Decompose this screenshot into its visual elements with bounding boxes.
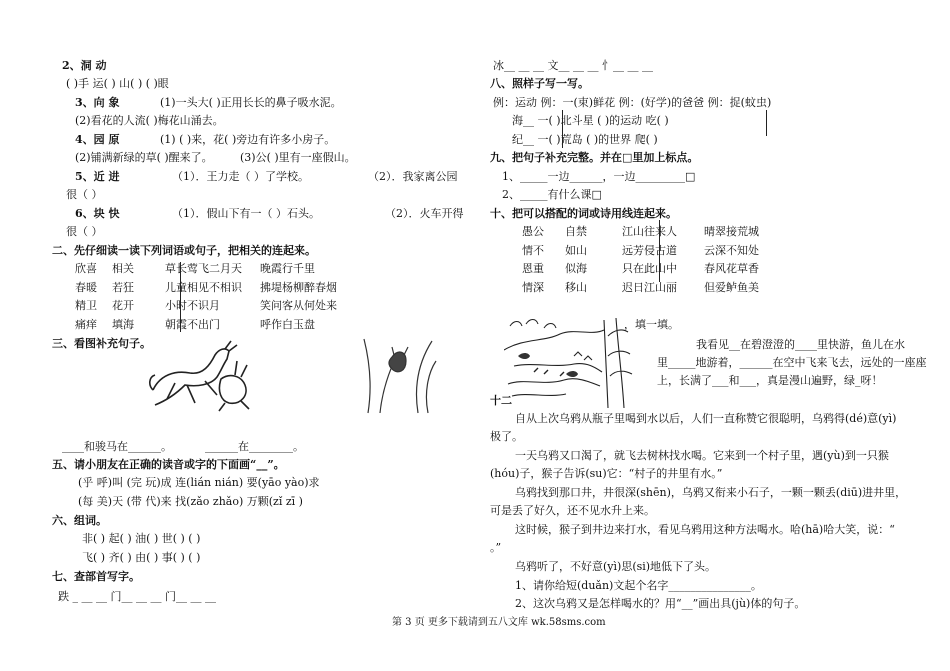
word-cell: 情深 — [522, 281, 544, 294]
word-cell: 痛痒 — [75, 318, 97, 331]
item5-line1b: （2）．我家离公园 — [368, 170, 458, 183]
divider-line — [562, 110, 563, 148]
sec11-title-tail: ，填一填。 — [624, 318, 679, 331]
word-cell: 自禁 — [565, 225, 587, 238]
sec8-example: 例：运动 例：一(束)鲜花 例：(好学)的爸爸 例：捉(蚊虫) — [493, 96, 772, 109]
poem-cell: 晚霞行千里 — [260, 262, 315, 275]
story-paragraph-3b: 可是丢了好久，还不见水升上来。 — [490, 504, 655, 517]
item4-title: 4、园 原 — [75, 133, 120, 146]
story-paragraph-2b: (hóu)子，猴子告诉(su)它：“村子的井里有水。” — [490, 467, 723, 480]
landscape-illustration — [504, 316, 634, 408]
word-cell: 移山 — [565, 281, 587, 294]
word-cell: 情不 — [522, 244, 544, 257]
divider-line — [180, 262, 181, 332]
sec6-line1: 非( ) 起( ) 油( ) 世( ) ( ) — [82, 532, 201, 545]
item2-title: 2、洞 动 — [62, 59, 107, 72]
sec11-line1: 我看见__在碧澄澄的____里快游，鱼儿在水 — [696, 338, 905, 351]
section-9-title: 九、把句子补充完整。并在□里加上标点。 — [490, 151, 699, 164]
item5-line2: 很（ ） — [66, 188, 103, 201]
radical-line: 冰__ __ __ 文__ __ __ 忄__ __ __ — [493, 59, 653, 72]
item5-title: 5、近 进 — [75, 170, 120, 183]
poem-cell: 云深不知处 — [704, 244, 759, 257]
item4-line1: (1) ( )来，花( )旁边有许多小房子。 — [160, 133, 336, 146]
poem-cell: 但爱鲈鱼美 — [704, 281, 759, 294]
poem-cell: 呼作白玉盘 — [260, 318, 315, 331]
poem-cell: 笑问客从何处来 — [260, 299, 337, 312]
section-5-title: 五、请小朋友在正确的读音或字的下面画“__”。 — [52, 458, 285, 471]
sec5-line2: (每 美)天 (带 代)来 找(zǎo zhǎo) 万颗(zǐ zī ) — [78, 495, 303, 508]
story-paragraph-4b: 。” — [490, 541, 502, 554]
section-7-title: 七、查部首写字。 — [52, 570, 140, 583]
item6-line1: （1）．假山下有一（ ）石头。 — [172, 207, 320, 220]
story-paragraph-5: 乌鸦听了，不好意(yì)思(si)地低下了头。 — [515, 560, 717, 573]
word-cell: 花开 — [112, 299, 134, 312]
word-cell: 似海 — [565, 262, 587, 275]
poem-cell: 只在此山中 — [622, 262, 677, 275]
divider-line — [659, 220, 660, 282]
sec9-line2: 2、_____有什么课□ — [502, 188, 602, 201]
section-8-title: 八、照样子写一写。 — [490, 77, 589, 90]
item3-line1: (1)一头大( )正用长长的鼻子吸水泥。 — [160, 96, 342, 109]
sec5-line1: (乎 呼)叫 (完 玩)成 连(lián nián) 要(yāo yào)求 — [78, 476, 320, 489]
poem-cell: 远芳侵古道 — [622, 244, 677, 257]
sec11-line2: 里_____地游着，______在空中飞来飞去，远处的一座座 — [657, 356, 927, 369]
word-cell: 精卫 — [75, 299, 97, 312]
horse-rabbit-illustration — [145, 335, 265, 415]
word-cell: 恩重 — [522, 262, 544, 275]
sec8-line1: 海__ 一( )北斗星 ( )的运动 吃( ) — [512, 114, 669, 127]
story-paragraph-1a: 自从上次乌鸦从瓶子里喝到水以后，人们一直称赞它很聪明，乌鸦得(dé)意(yì) — [515, 412, 897, 425]
question-1: 1、请你给短(duǎn)文起个名字_______________。 — [515, 579, 762, 592]
story-paragraph-1b: 极了。 — [490, 430, 523, 443]
sec3-blank-b: ______在________。 — [205, 440, 304, 453]
sec7-line1: 跌 _ __ __ 门__ __ __ 门__ __ __ — [58, 590, 216, 603]
section-10-title: 十、把可以搭配的词或诗用线连起来。 — [490, 207, 677, 220]
section-12-title: 十二 — [490, 394, 512, 407]
poem-cell: 草长莺飞二月天 — [165, 262, 242, 275]
word-cell: 相关 — [112, 262, 134, 275]
word-cell: 如山 — [565, 244, 587, 257]
section-3-title: 三、看图补充句子。 — [52, 337, 151, 350]
item3-title: 3、向 象 — [75, 96, 120, 109]
poem-cell: 春风花草香 — [704, 262, 759, 275]
word-cell: 欣喜 — [75, 262, 97, 275]
section-6-title: 六、组词。 — [52, 514, 107, 527]
poem-cell: 迟日江山丽 — [622, 281, 677, 294]
poem-cell: 朝霞不出门 — [165, 318, 220, 331]
sec11-line3: 上，长满了___和___，真是漫山遍野，绿_呀！ — [657, 374, 883, 387]
sec8-line2: 纪__ 一( )荒岛 ( )的世界 爬( ) — [512, 133, 658, 146]
insect-grass-illustration — [358, 333, 438, 415]
item5-line1: （1）．王力走（ ）了学校。 — [172, 170, 309, 183]
sec6-line2: 飞( ) 齐( ) 由( ) 事( ) ( ) — [82, 551, 201, 564]
story-paragraph-2a: 一天乌鸦又口渴了，就飞去树林找水喝。它来到一个村子里，遇(yù)到一只猴 — [515, 449, 889, 462]
item3-line2: (2)看花的人流( )梅花山涌去。 — [75, 114, 224, 127]
page-footer: 第 3 页 更多下载请到五八文库 wk.58sms.com — [392, 617, 606, 628]
divider-line — [766, 110, 767, 136]
item6-line2: 很（ ） — [66, 225, 103, 238]
section-2-title: 二、先仔细读一读下列词语或句子，把相关的连起来。 — [52, 244, 316, 257]
sec9-line1: 1、_____一边______，一边_________□ — [502, 170, 696, 183]
item6-title: 6、块 快 — [75, 207, 120, 220]
question-2: 2、这次乌鸦又是怎样喝水的？用“__”画出具(jù)体的句子。 — [515, 597, 806, 610]
item4-line2a: (2)铺满新绿的草( )醒来了。 — [75, 151, 213, 164]
word-cell: 春暖 — [75, 281, 97, 294]
poem-cell: 拂堤杨柳醉春烟 — [260, 281, 337, 294]
word-cell: 填海 — [112, 318, 134, 331]
word-cell: 若狂 — [112, 281, 134, 294]
poem-cell: 江山往来人 — [622, 225, 677, 238]
story-paragraph-3a: 乌鸦找到那口井，井很深(shēn)，乌鸦又衔来小石子，一颗一颗丢(diū)进井里， — [515, 486, 907, 499]
word-cell: 愚公 — [522, 225, 544, 238]
item4-line2b: (3)公( )里有一座假山。 — [240, 151, 356, 164]
poem-cell: 晴翠接荒城 — [704, 225, 759, 238]
story-paragraph-4a: 这时候，猴子到井边来打水，看见乌鸦用这种方法喝水。哈(hā)哈大笑，说：“ — [515, 523, 895, 536]
poem-cell: 儿童相见不相识 — [165, 281, 242, 294]
item2-line1: ( )手 运( ) 山( ) ( )眼 — [66, 77, 169, 90]
sec3-blank-a: ____和骏马在______。 — [62, 440, 172, 453]
poem-cell: 小时不识月 — [165, 299, 220, 312]
item6-line1b: （2）．火车开得 — [385, 207, 464, 220]
